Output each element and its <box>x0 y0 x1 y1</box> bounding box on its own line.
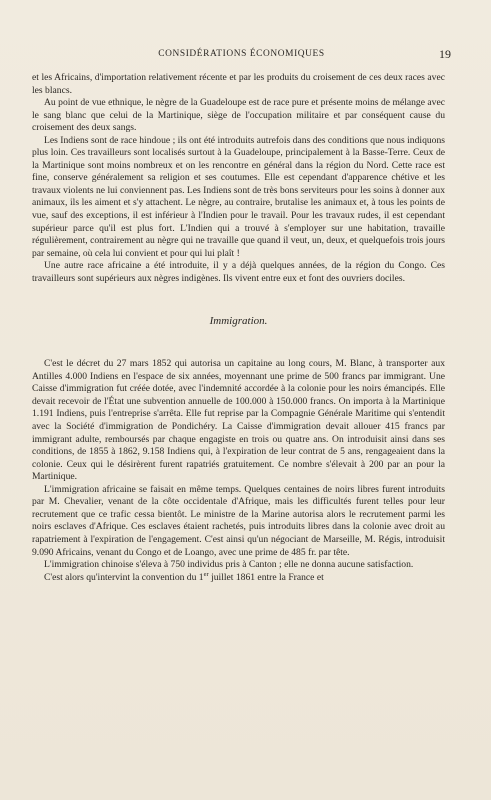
paragraph-congo-race: Une autre race africaine a été introduite, il y a déjà quelques années, de la région du Congo. Ces travailleurs sont supérieurs aux nègres indigènes. Ils vivent entre eux et font des ouvriers dociles. <box>32 260 445 284</box>
body-text <box>32 72 445 584</box>
paragraph-african-immigration: L'immigration africaine se faisait en même temps. Quelques centaines de noirs libres furent introduits par M. Chevalier, venant de la côte occidentale d'Afrique, mais les difficultés furent telles pour leur recrutement que ce trafic cessa bientôt. Le ministre de la Marine autorisa alors le recrutement parmi les noirs esclaves d'Afrique. Ces esclaves étaient rachetés, puis introduits libres dans la colonie avec droit au rapatriement à l'expiration de l'engagement. C'est ainsi qu'un négociant de Marseille, M. Régis, introduisit 9.090 Africains, venant du Congo et de Loango, avec une prime de 485 fr. par tête. <box>32 483 445 558</box>
page-header <box>32 47 451 63</box>
running-head: CONSIDÉRATIONS ÉCONOMIQUES <box>158 49 325 59</box>
ordinal-superscript: er <box>203 570 209 578</box>
paragraph-convention-1861 <box>32 572 445 585</box>
paragraph-convention-text-end: juillet 1861 entre la France et <box>208 571 324 583</box>
paragraph-decree-1852: C'est le décret du 27 mars 1852 qui autorisa un capitaine au long cours, M. Blanc, à transporter aux Antilles 4.000 Indiens en l'espace de six années, moyennant une prime de 500 francs par immigrant. Une Caisse d'immigration fut créée dotée, avec l'indemnité accordée à la colonie pour les noirs émancipés. Elle devait recevoir de l'État une subvention annuelle de 100.000 à 150.000 francs. On importa à la Martinique 1.191 Indiens, puis l'entreprise s'arrêta. Elle fut reprise par la Compagnie Générale Maritime qui s'entendit avec la Société d'immigration de Pondichéry. La Caisse d'immigration devait allouer 415 francs par immigrant adulte, remboursés par chaque engagiste en trois ou quatre ans. On introduisit ainsi dans ses conditions, de 1855 à 1862, 9.158 Indiens qui, à l'expiration de leur contrat de 5 ans, rengageaient dans la colonie. Ceux qui le désirèrent furent rapatriés gratuitement. Ce nombre s'élevait à 200 par an pour la Martinique. <box>32 358 445 483</box>
paragraph-chinese-immigration: L'immigration chinoise s'éleva à 750 individus pris à Canton ; elle ne donna aucune satisfaction. <box>44 559 414 571</box>
paragraph-indians: Les Indiens sont de race hindoue ; ils ont été introduits autrefois dans des conditions que nous indiquons plus loin. Ces travailleurs sont localisés surtout à la Guadeloupe, principalement à la Basse-Terre. Ceux de la Martinique sont moins nombreux et on les rencontre en général dans la région du Nord. Cette race est fine, conserve généralement sa religion et ses coutumes. Elle est cependant d'apparence chétive et les travaux violents ne lui conviennent pas. Les Indiens sont de très bons serviteurs pour les soins à donner aux animaux, ils les aiment et s'y attachent. Le nègre, au contraire, brutalise les animaux et, à tous les points de vue, sauf des exceptions, il est inférieur à l'Indien pour le travail. Pour les travaux rudes, il est cependant supérieur parce qu'il est plus fort. L'Indien qui a trouvé à s'employer sur une habitation, travaille régulièrement, contrairement au nègre qui ne travaille que quand il veut, un, deux, et quelquefois trois jours par semaine, où cela lui convient et pour qui lui plaît ! <box>32 134 445 259</box>
paragraph-convention-text-start: C'est alors qu'intervint la convention du 1 <box>44 571 204 583</box>
paragraph-ethnic-view: Au point de vue ethnique, le nègre de la Guadeloupe est de race pure et présente moins de mélange avec le sang blanc que celui de la Martinique, siège de l'occupation militaire et par conséquent cause du croisement des deux sangs. <box>32 97 445 134</box>
page-number: 19 <box>439 47 451 61</box>
paragraph-continuation: et les Africains, d'importation relativement récente et par les produits du croisement de ces deux races avec les blancs. <box>32 72 445 96</box>
section-title: Immigration. <box>209 315 268 328</box>
